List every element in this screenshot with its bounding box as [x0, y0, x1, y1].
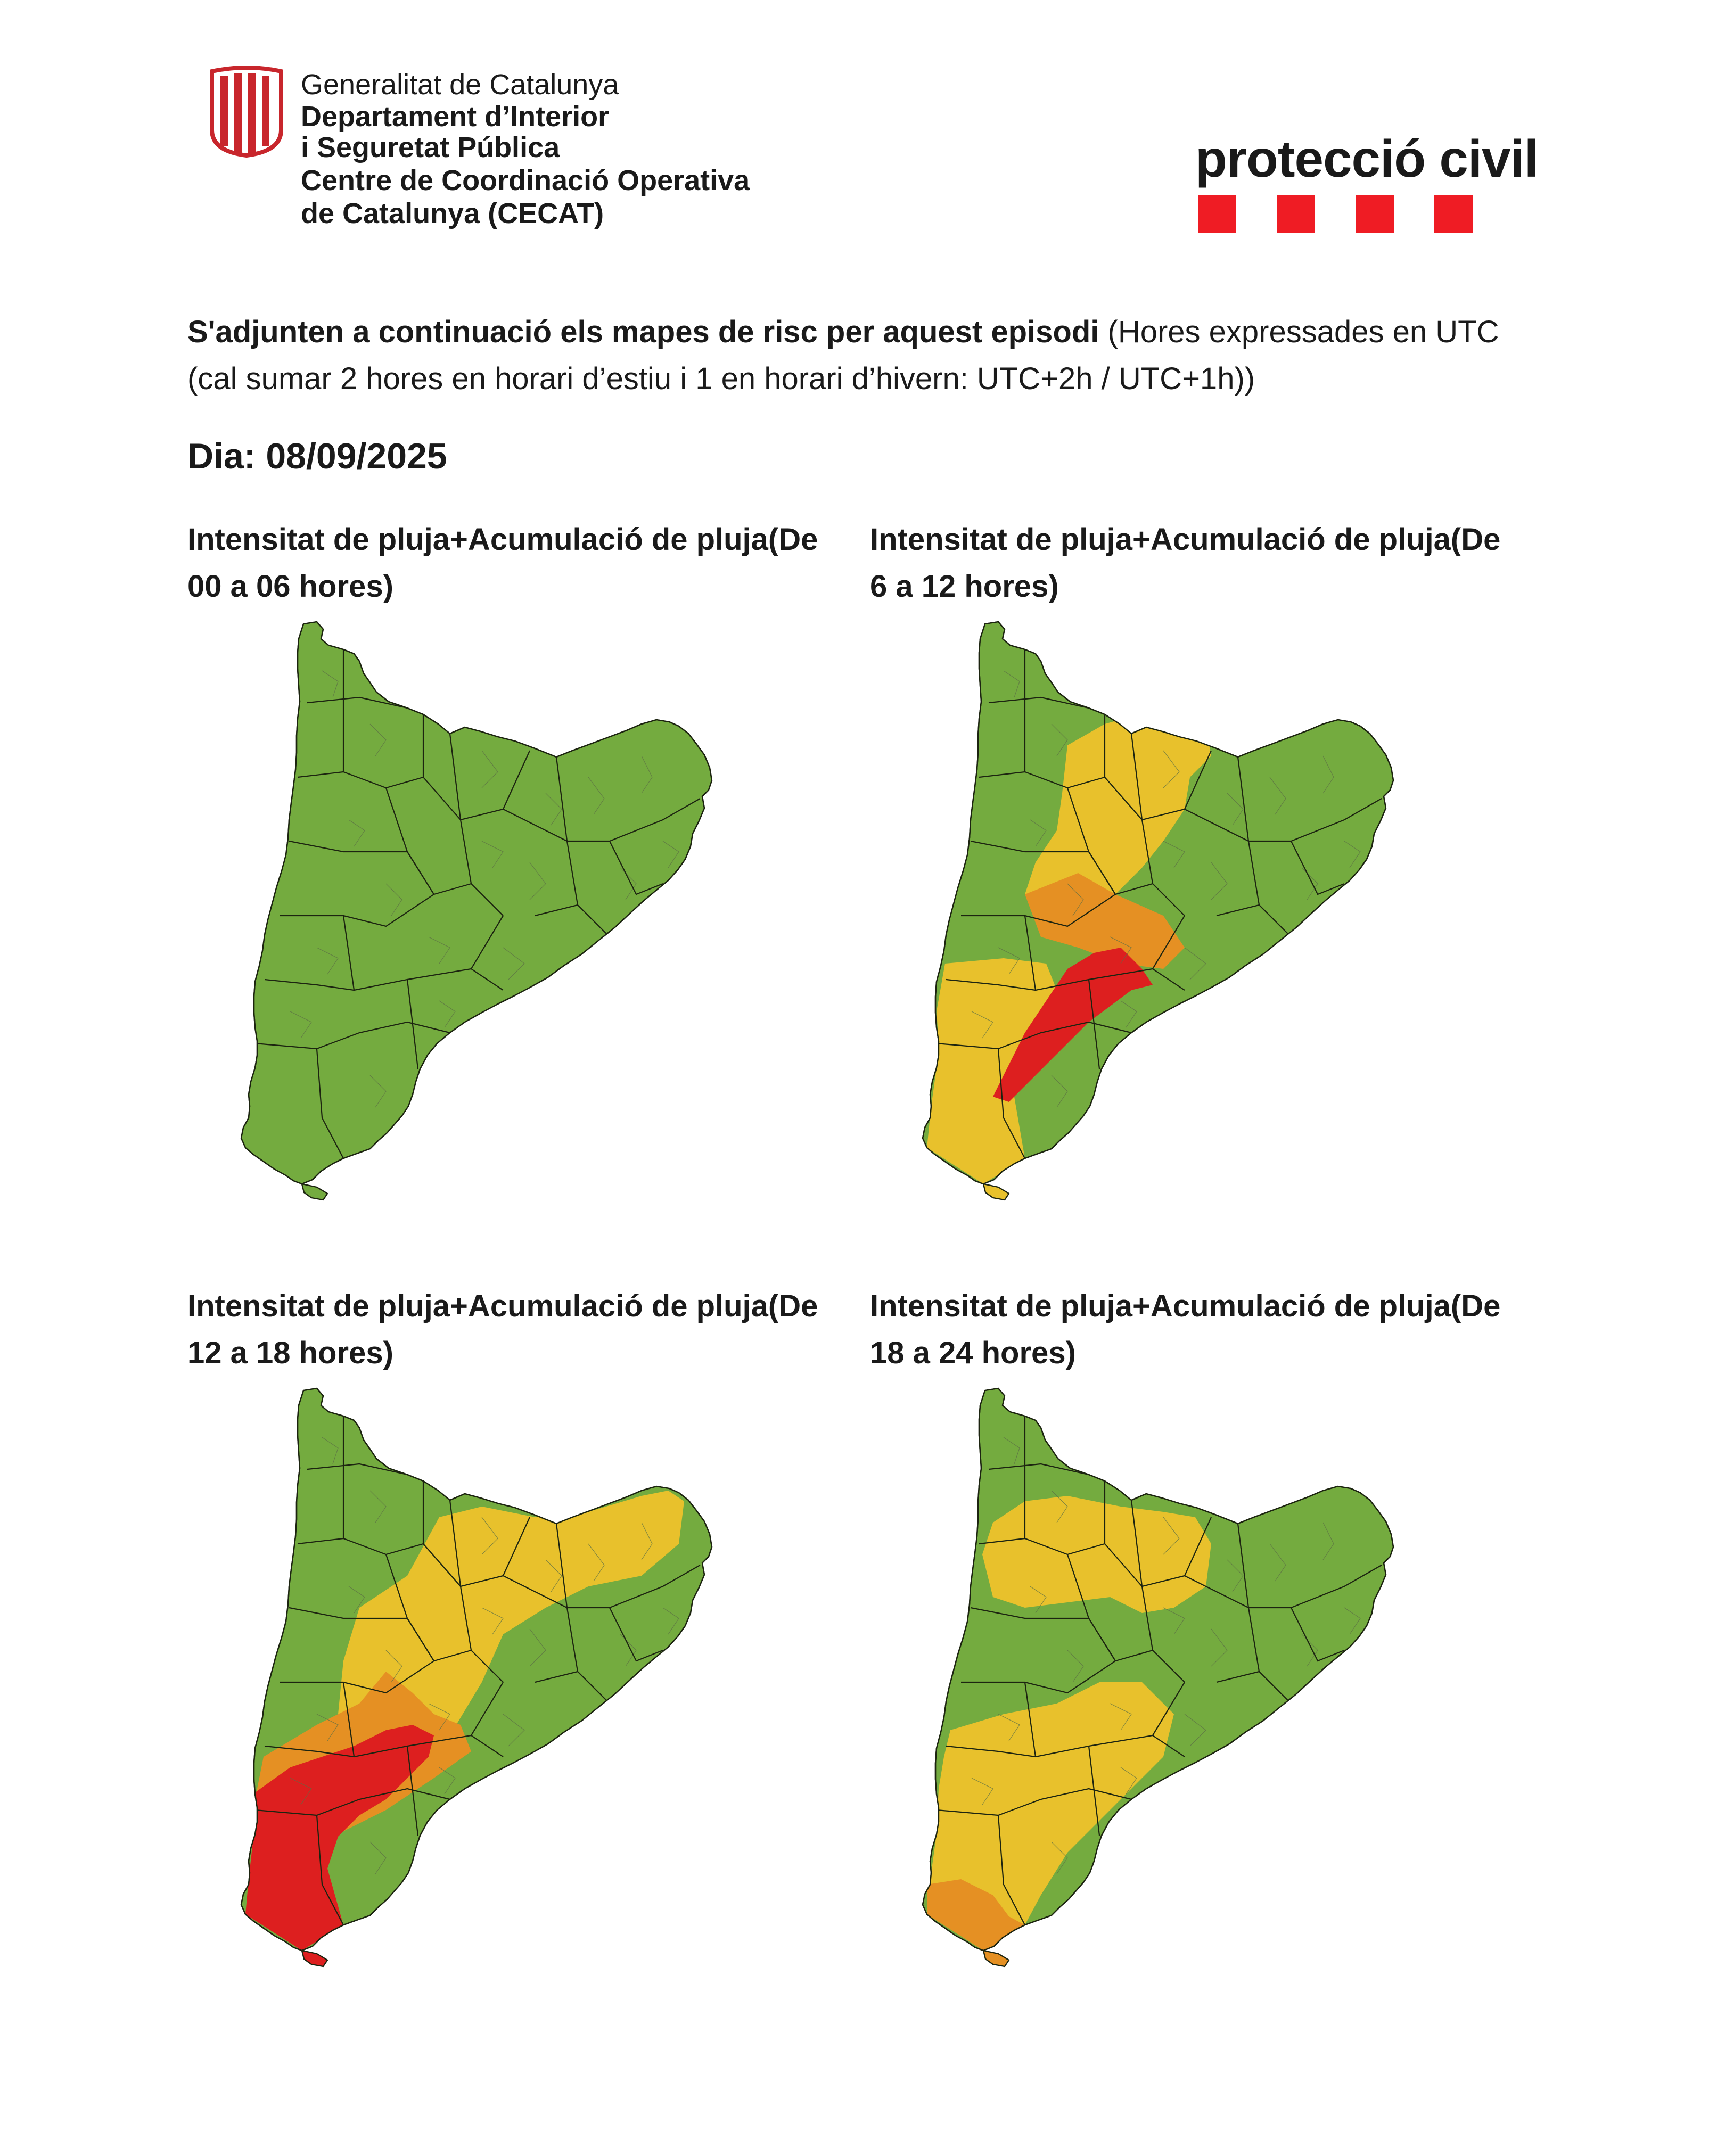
- map3-title-line2: 12 a 18 hores): [187, 1336, 393, 1370]
- gencat-line-2: Departament d’Interior: [301, 101, 610, 133]
- day-label: Dia: 08/09/2025: [187, 436, 447, 476]
- intro-normal: (Hores expressades en UTC (cal sumar 2 hores en horari d’estiu i 1 en horari d’hivern: UTC+2h / UTC+1h)): [187, 315, 1499, 396]
- risk-map-00-06: [184, 618, 870, 1283]
- risk-map-18-24: [865, 1384, 1552, 2050]
- map1-title-line1: Intensitat de pluja+Acumulació de pluja(De: [187, 522, 818, 557]
- risk-map-06-12: [865, 618, 1552, 1283]
- gencat-line-5: de Catalunya (CECAT): [301, 198, 604, 229]
- intro-text: [187, 309, 1550, 402]
- gencat-line-1: Generalitat de Catalunya: [301, 69, 619, 101]
- map4-title-line1: Intensitat de pluja+Acumulació de pluja(De: [870, 1289, 1501, 1323]
- map2-title-line1: Intensitat de pluja+Acumulació de pluja(De: [870, 522, 1501, 557]
- generalitat-seal-icon: [207, 66, 286, 158]
- proteccio-civil-logo: protecció civil: [1195, 129, 1539, 188]
- ebro-delta: [302, 1951, 327, 1966]
- map3-title-line1: Intensitat de pluja+Acumulació de pluja(De: [187, 1289, 818, 1323]
- gencat-line-3: i Seguretat Pública: [301, 131, 560, 163]
- map4-title-line2: 18 a 24 hores): [870, 1336, 1076, 1370]
- ebro-delta: [983, 1951, 1009, 1966]
- risk-map-12-18: [184, 1384, 870, 2050]
- proteccio-civil-squares-icon: [1198, 195, 1475, 233]
- map2-title-line2: 6 a 12 hores): [870, 569, 1059, 604]
- gencat-line-4: Centre de Coordinació Operativa: [301, 164, 750, 196]
- map1-title-line2: 00 a 06 hores): [187, 569, 393, 604]
- ebro-delta: [302, 1184, 327, 1200]
- ebro-delta: [983, 1184, 1009, 1200]
- intro-bold: S'adjunten a continuació els mapes de risc per aquest episodi: [187, 315, 1099, 349]
